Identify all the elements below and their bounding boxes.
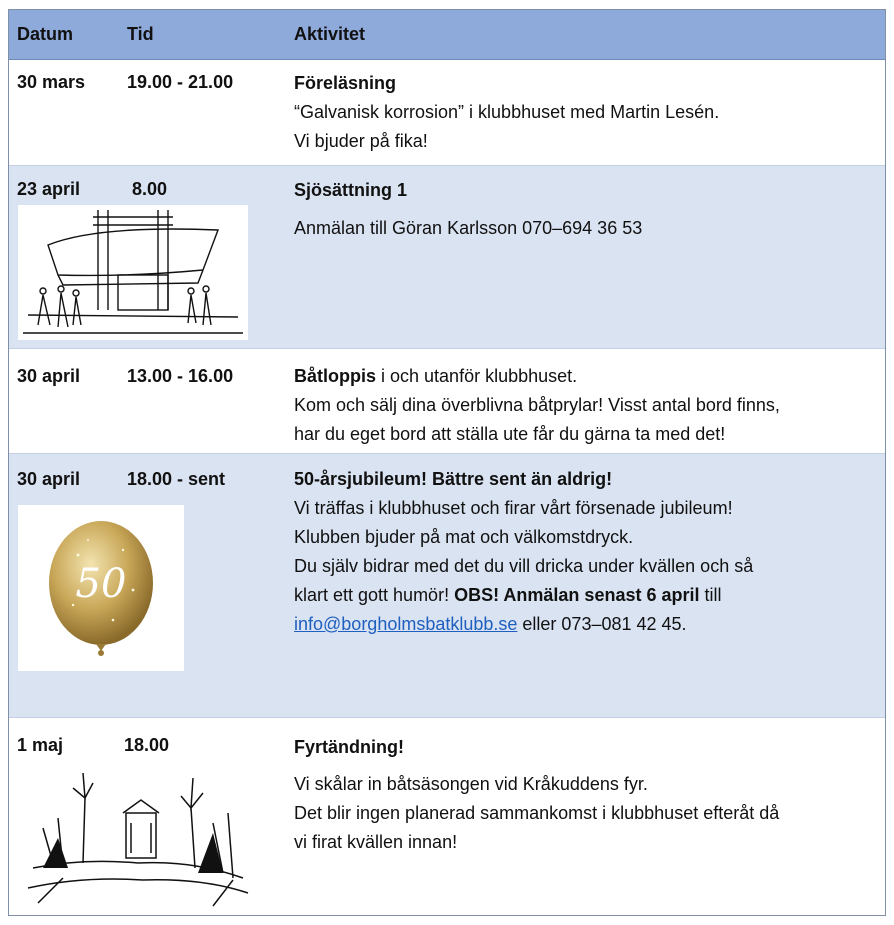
deadline-notice: OBS! Anmälan senast 6 april	[454, 585, 700, 605]
table-row	[9, 60, 885, 165]
table-row	[9, 717, 885, 915]
table-header	[9, 10, 885, 60]
row-date: 30 april	[17, 366, 81, 386]
header-activity: Aktivitet	[294, 24, 366, 44]
activity-title: Sjösättning 1	[294, 180, 408, 200]
boat-launch-sketch	[18, 205, 248, 340]
activity-line: “Galvanisk korrosion” i klubbhuset med Martin Lesén.	[294, 102, 720, 122]
row-time: 18.00	[124, 735, 170, 755]
activity-line: Vi skålar in båtsäsongen vid Kråkuddens fyr.	[294, 774, 648, 794]
activity-line: Vi träffas i klubbhuset och firar vårt försenade jubileum!	[294, 498, 733, 518]
activity-line: Vi bjuder på fika!	[294, 131, 428, 151]
activity-line: Klubben bjuder på mat och välkomstdryck.	[294, 527, 634, 547]
lighthouse-sketch	[23, 768, 253, 910]
activity-title: 50-årsjubileum! Bättre sent än aldrig!	[294, 469, 613, 489]
activity-line: Anmälan till Göran Karlsson 070–694 36 53	[294, 218, 643, 238]
row-activity	[294, 176, 881, 243]
activity-title-line	[294, 362, 881, 391]
line-text: eller 073–081 42 45.	[517, 614, 687, 634]
row-activity	[294, 465, 881, 639]
table-row	[9, 165, 885, 348]
activity-line: Du själv bidrar med det du vill dricka under kvällen och så	[294, 556, 754, 576]
activity-line	[294, 581, 881, 610]
header-date: Datum	[17, 24, 74, 44]
activity-title: Båtloppis	[294, 366, 377, 386]
activity-line: har du eget bord att ställa ute får du gärna ta med det!	[294, 424, 726, 444]
row-date: 30 mars	[17, 72, 86, 92]
row-date: 30 april	[17, 469, 81, 489]
activity-line: Det blir ingen planerad sammankomst i klubbhuset efteråt då	[294, 803, 780, 823]
line-text: till	[699, 585, 722, 605]
events-table	[8, 9, 886, 916]
row-activity	[294, 362, 881, 449]
row-time: 13.00 - 16.00	[127, 366, 234, 386]
activity-title: Fyrtändning!	[294, 737, 404, 757]
row-time: 19.00 - 21.00	[127, 72, 234, 92]
table-row	[9, 348, 885, 453]
row-time: 18.00 - sent	[127, 469, 226, 489]
activity-title-rest: i och utanför klubbhuset.	[376, 366, 578, 386]
activity-line: vi firat kvällen innan!	[294, 832, 458, 852]
line-text: klart ett gott humör!	[294, 585, 455, 605]
row-activity	[294, 733, 881, 857]
row-date: 1 maj	[17, 735, 64, 755]
activity-line: Kom och sälj dina överblivna båtprylar! Visst antal bord finns,	[294, 395, 780, 415]
row-time: 8.00	[132, 179, 168, 199]
activity-title: Föreläsning	[294, 73, 397, 93]
table-row	[9, 453, 885, 717]
gold-balloon-50	[18, 505, 184, 671]
activity-line	[294, 610, 881, 639]
row-activity	[294, 69, 881, 156]
email-link[interactable]: info@borgholmsbatklubb.se	[294, 614, 518, 634]
header-time: Tid	[127, 24, 154, 44]
row-date: 23 april	[17, 179, 81, 199]
balloon-number: 50	[75, 561, 127, 607]
